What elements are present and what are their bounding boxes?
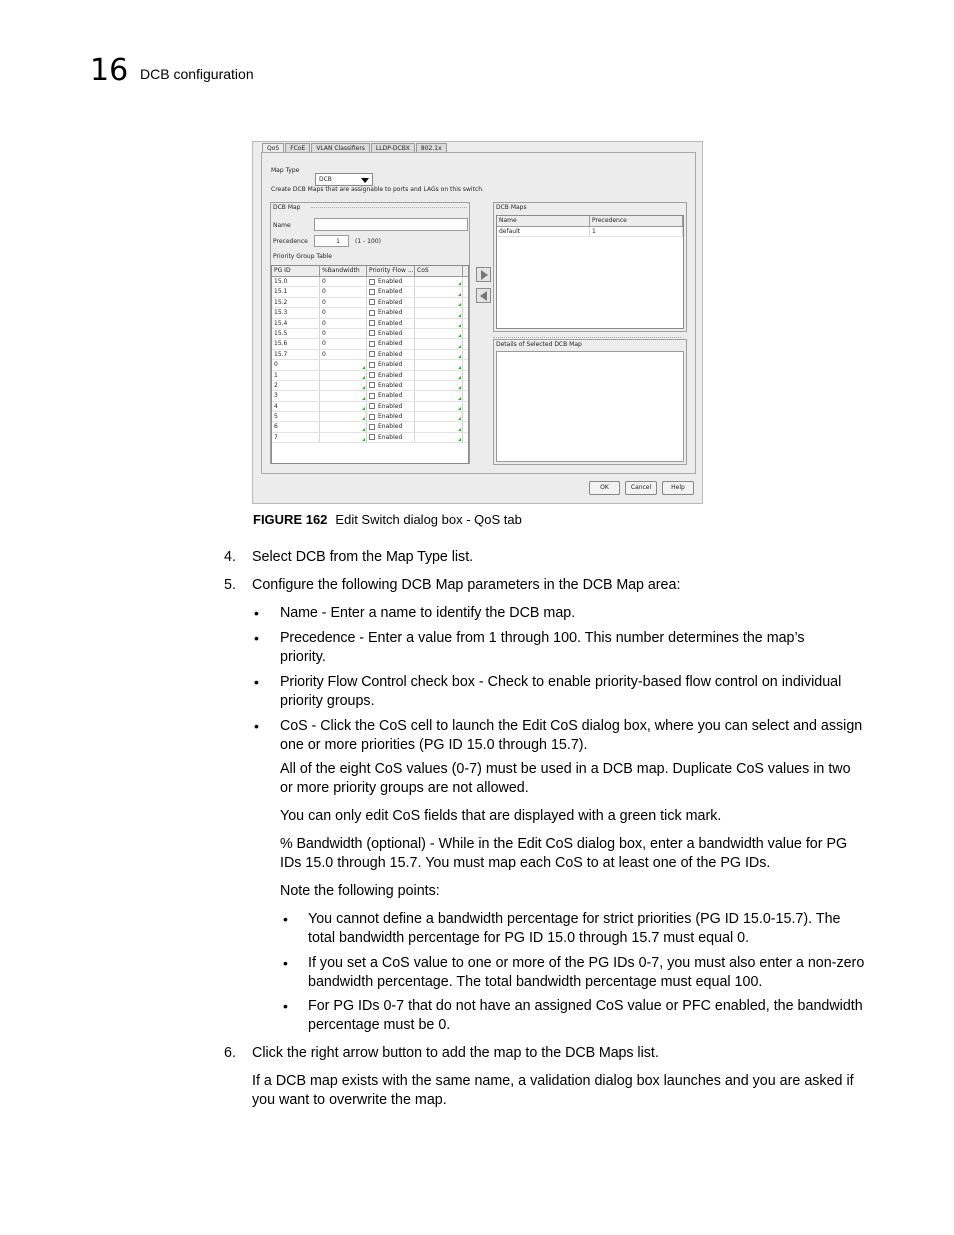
green-tick-icon [362,407,365,410]
cell-cos[interactable] [415,371,463,380]
table-row[interactable] [272,339,468,349]
dcb-maps-group [493,202,687,332]
table-row[interactable] [497,227,683,237]
cell-priority-flow[interactable] [367,350,415,359]
cell-pg-id: 15.1 [272,287,320,296]
cell-cos[interactable] [415,287,463,296]
cell-priority-flow[interactable] [367,433,415,442]
pfc-label: Enabled [378,413,403,421]
cell-bandwidth[interactable] [320,412,367,421]
pfc-checkbox[interactable] [369,279,375,285]
cell-cos[interactable] [415,360,463,369]
cell-priority-flow[interactable] [367,391,415,400]
tab-qos[interactable]: QoS [262,143,284,153]
cell-priority-flow[interactable] [367,287,415,296]
pfc-checkbox[interactable] [369,403,375,409]
table-row[interactable] [272,422,468,432]
help-button[interactable]: Help [662,481,694,495]
cell-bandwidth[interactable] [320,371,367,380]
bullet-icon: • [254,674,259,690]
cell-pg-id: 15.6 [272,339,320,348]
pfc-label: Enabled [378,329,403,337]
table-row[interactable] [272,308,468,318]
green-tick-icon [362,376,365,379]
cell-pg-id: 0 [272,360,320,369]
bullet-precedence: Precedence - Enter a value from 1 through 100. This number determines the map’s priority. [280,630,805,665]
table-row[interactable] [272,298,468,308]
bullet-pfc: Priority Flow Control check box - Check to enable priority-based flow control on individual priority groups. [280,674,842,709]
cell-cos[interactable] [415,433,463,442]
step-5-text: Configure the following DCB Map parameters in the DCB Map area: [252,577,681,593]
green-tick-icon [458,334,461,337]
details-area [496,351,684,462]
pfc-checkbox[interactable] [369,372,375,378]
bullet-icon: • [283,955,288,971]
table-header [272,266,468,277]
paragraph-green-tick: You can only edit CoS fields that are displayed with a green tick mark. [280,808,722,824]
arrow-right-icon [481,270,488,280]
dcb-map-group [270,202,470,464]
map-type-label: Map Type [271,167,300,174]
divider [311,207,467,208]
table-row[interactable] [272,371,468,381]
pfc-label: Enabled [378,340,403,348]
pfc-checkbox[interactable] [369,330,375,336]
pfc-label: Enabled [378,402,403,410]
pfc-checkbox[interactable] [369,414,375,420]
col-pg-id: PG ID [272,266,320,276]
cell-pg-id: 1 [272,371,320,380]
dcb-maps-table [496,215,684,329]
cell-cos[interactable] [415,391,463,400]
table-header [497,216,683,227]
edit-switch-dialog-screenshot [252,141,703,504]
add-map-button[interactable] [476,267,491,282]
green-tick-icon [362,417,365,420]
green-tick-icon [458,417,461,420]
cell-bandwidth[interactable]: 0 [320,350,367,359]
table-row[interactable] [272,402,468,412]
pfc-checkbox[interactable] [369,320,375,326]
paragraph-bandwidth: % Bandwidth (optional) - While in the Edit CoS dialog box, enter a bandwidth value for PG IDs 15.0 through 15.7. You must map each CoS to at least one of the PG IDs. [280,836,848,871]
table-row[interactable] [272,329,468,339]
cell-bandwidth[interactable] [320,433,367,442]
bullet-icon: • [254,630,259,646]
sub-bullet-2: If you set a CoS value to one or more of the PG IDs 0-7, you must also enter a non-zero bandwidth percentage. The total bandwidth percentage must equal 100. [308,955,865,990]
pfc-label: Enabled [378,309,403,317]
green-tick-icon [458,282,461,285]
cell-bandwidth[interactable]: 0 [320,329,367,338]
cell-bandwidth[interactable]: 0 [320,287,367,296]
green-tick-icon [458,303,461,306]
cell-priority-flow[interactable] [367,319,415,328]
cell-priority-flow[interactable] [367,308,415,317]
green-tick-icon [458,397,461,400]
col-bandwidth: %Bandwidth [320,266,367,276]
ok-button[interactable]: OK [589,481,620,495]
cell-pg-id: 15.0 [272,277,320,286]
qos-panel [261,152,696,474]
cell-bandwidth[interactable]: 0 [320,298,367,307]
green-tick-icon [362,386,365,389]
green-tick-icon [458,428,461,431]
pfc-label: Enabled [378,350,403,358]
priority-group-table [271,265,469,464]
cell-cos[interactable] [415,339,463,348]
cell-precedence: 1 [590,227,683,236]
table-row[interactable] [272,412,468,422]
cell-pg-id: 6 [272,422,320,431]
bullet-name: Name - Enter a name to identify the DCB map. [280,605,576,621]
priority-group-table-label: Priority Group Table [273,253,332,260]
cell-bandwidth[interactable] [320,422,367,431]
bullet-icon: • [254,605,259,621]
pfc-checkbox[interactable] [369,362,375,368]
green-tick-icon [458,386,461,389]
name-input[interactable] [314,218,468,231]
arrow-left-icon [480,291,487,301]
cell-pg-id: 4 [272,402,320,411]
table-row[interactable] [272,350,468,360]
green-tick-icon [458,355,461,358]
divider [493,337,681,338]
cell-pg-id: 15.5 [272,329,320,338]
cell-cos[interactable] [415,329,463,338]
step-6-text: Click the right arrow button to add the map to the DCB Maps list. [252,1045,659,1061]
pfc-checkbox[interactable] [369,341,375,347]
pfc-checkbox[interactable] [369,382,375,388]
table-row[interactable] [272,433,468,443]
table-row[interactable] [272,277,468,287]
col-cos: CoS [415,266,463,276]
green-tick-icon [362,438,365,441]
green-tick-icon [458,345,461,348]
tab-fcoe[interactable]: FCoE [285,143,310,153]
bullet-icon: • [254,718,259,734]
cell-pg-id: 2 [272,381,320,390]
cell-cos[interactable] [415,402,463,411]
bullet-cos: CoS - Click the CoS cell to launch the Edit CoS dialog box, where you can select and assign one or more priorities (PG ID 15.0 through 15.7). [280,718,863,753]
step-number: 5. [224,577,236,593]
map-type-value: DCB [319,176,332,183]
bullet-icon: • [283,998,288,1014]
pfc-checkbox[interactable] [369,299,375,305]
table-body [272,277,468,443]
pfc-checkbox[interactable] [369,424,375,430]
cell-priority-flow[interactable] [367,422,415,431]
precedence-spinner[interactable] [314,235,349,247]
table-row[interactable] [272,381,468,391]
figure-number: FIGURE 162 [253,512,328,527]
map-type-select[interactable] [315,173,373,186]
pfc-label: Enabled [378,298,403,306]
pfc-checkbox[interactable] [369,351,375,357]
pfc-checkbox[interactable] [369,434,375,440]
instruction-text: Create DCB Maps that are assignable to ports and LAGs on this switch. [271,186,484,193]
step-number: 4. [224,549,236,565]
cell-priority-flow[interactable] [367,277,415,286]
table-row[interactable] [272,319,468,329]
cell-bandwidth[interactable]: 0 [320,339,367,348]
cell-cos[interactable] [415,319,463,328]
green-tick-icon [458,376,461,379]
cell-cos[interactable] [415,308,463,317]
cell-cos[interactable] [415,277,463,286]
dcb-maps-title: DCB Maps [496,204,527,211]
pfc-label: Enabled [378,371,403,379]
cell-bandwidth[interactable] [320,402,367,411]
cell-cos[interactable] [415,350,463,359]
cell-cos[interactable] [415,298,463,307]
paragraph-note: Note the following points: [280,883,440,899]
col-priority-flow: Priority Flow ... [369,267,414,274]
cell-priority-flow[interactable] [367,360,415,369]
cell-priority-flow[interactable] [367,339,415,348]
cell-name: default [497,227,590,236]
cell-bandwidth[interactable] [320,391,367,400]
pfc-checkbox[interactable] [369,310,375,316]
green-tick-icon [362,366,365,369]
cell-priority-flow[interactable] [367,298,415,307]
pfc-label: Enabled [378,288,403,296]
cell-bandwidth[interactable]: 0 [320,319,367,328]
chapter-number: 16 [90,53,129,88]
cell-pg-id: 3 [272,391,320,400]
cell-pg-id: 15.7 [272,350,320,359]
table-row[interactable] [272,287,468,297]
cell-pg-id: 5 [272,412,320,421]
cell-pg-id: 7 [272,433,320,442]
col-precedence: Precedence [590,216,683,226]
cell-priority-flow[interactable] [367,371,415,380]
cell-bandwidth[interactable]: 0 [320,308,367,317]
paragraph-cos-values: All of the eight CoS values (0-7) must be used in a DCB map. Duplicate CoS values in two or more priority groups are not allowed. [280,761,851,796]
chevron-down-icon [361,178,369,183]
remove-map-button[interactable] [476,288,491,303]
details-group [493,339,687,465]
pfc-label: Enabled [378,392,403,400]
cell-priority-flow[interactable] [367,329,415,338]
step-4-text: Select DCB from the Map Type list. [252,549,474,565]
pfc-checkbox[interactable] [369,393,375,399]
chapter-title: DCB configuration [140,66,254,82]
green-tick-icon [458,366,461,369]
cell-bandwidth[interactable]: 0 [320,277,367,286]
cell-priority-flow[interactable] [367,402,415,411]
table-row[interactable] [272,391,468,401]
cell-priority-flow[interactable] [367,412,415,421]
cell-priority-flow[interactable] [367,381,415,390]
green-tick-icon [362,428,365,431]
pfc-label: Enabled [378,278,403,285]
pfc-label: Enabled [378,319,403,327]
cell-pg-id: 15.2 [272,298,320,307]
precedence-value: 1 [336,238,340,245]
bullet-icon: • [283,911,288,927]
cell-cos[interactable] [415,412,463,421]
cell-pg-id: 15.3 [272,308,320,317]
step-number: 6. [224,1045,236,1061]
col-name: Name [497,216,590,226]
sub-bullet-1: You cannot define a bandwidth percentage for strict priorities (PG ID 15.0-15.7). The total bandwidth percentage for PG ID 15.0 through 15.7 must equal 0. [308,911,841,946]
green-tick-icon [458,438,461,441]
cell-cos[interactable] [415,422,463,431]
sub-bullet-3: For PG IDs 0-7 that do not have an assigned CoS value or PFC enabled, the bandwidth percentage must be 0. [308,998,863,1033]
tab-8021x[interactable]: 802.1x [416,143,447,153]
precedence-range: (1 - 100) [355,238,381,245]
name-label: Name [273,222,291,229]
pfc-checkbox[interactable] [369,289,375,295]
cell-bandwidth[interactable] [320,360,367,369]
dcb-map-title: DCB Map [273,204,301,211]
figure-caption [253,512,522,528]
table-row[interactable] [272,360,468,370]
figure-title: Edit Switch dialog box - QoS tab [335,512,522,527]
green-tick-icon [458,293,461,296]
pfc-label: Enabled [378,433,403,441]
cell-pg-id: 15.4 [272,319,320,328]
cell-cos[interactable] [415,381,463,390]
precedence-label: Precedence [273,238,308,245]
green-tick-icon [362,397,365,400]
tab-lldp-dcbx[interactable]: LLDP-DCBX [371,143,415,153]
green-tick-icon [458,324,461,327]
green-tick-icon [458,314,461,317]
tab-vlan-classifiers[interactable]: VLAN Classifiers [311,143,370,153]
paragraph-overwrite: If a DCB map exists with the same name, a validation dialog box launches and you are asked if you want to overwrite the map. [252,1073,854,1108]
pfc-label: Enabled [378,381,403,389]
cancel-button[interactable]: Cancel [625,481,657,495]
cell-bandwidth[interactable] [320,381,367,390]
pfc-label: Enabled [378,423,403,431]
details-title: Details of Selected DCB Map [496,341,582,348]
green-tick-icon [458,407,461,410]
pfc-label: Enabled [378,361,403,369]
